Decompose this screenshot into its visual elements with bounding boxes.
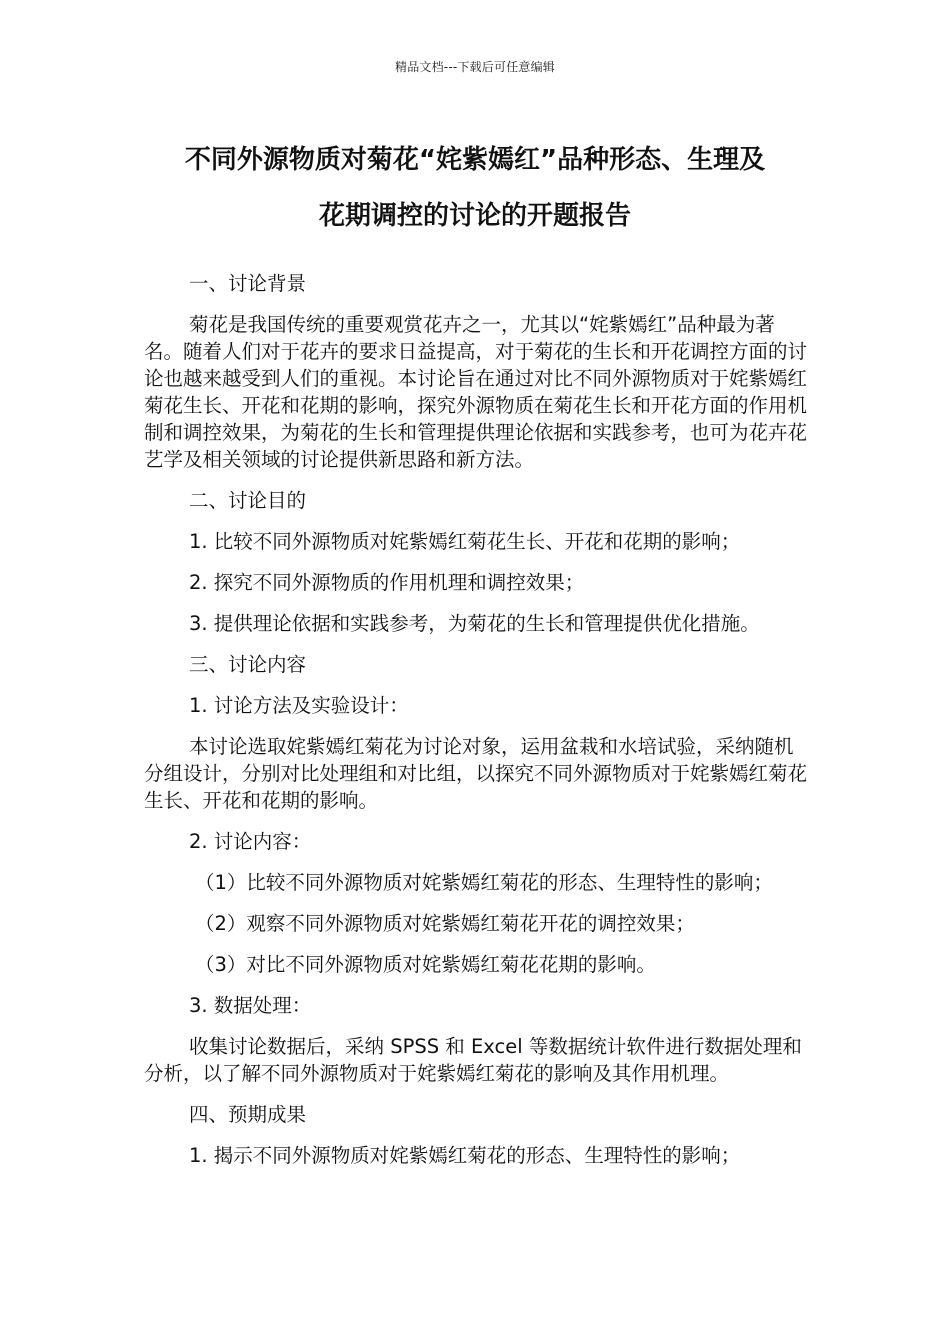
content-sub-heading-methods: 1. 讨论方法及实验设计： bbox=[189, 694, 409, 717]
section-heading-background: 一、讨论背景 bbox=[189, 272, 307, 295]
content-sub-heading-data: 3. 数据处理： bbox=[189, 994, 312, 1017]
purpose-item-3: 3. 提供理论依据和实践参考，为菊花的生长和管理提供优化措施。 bbox=[189, 612, 760, 635]
purpose-item-1: 1. 比较不同外源物质对姹紫嫣红菊花生长、开花和花期的影响； bbox=[189, 530, 741, 553]
section-heading-purpose: 二、讨论目的 bbox=[189, 489, 307, 512]
background-paragraph: 菊花是我国传统的重要观赏花卉之一，尤其以“姹紫嫣红”品种最为著名。随着人们对于花卉的要求日益提高，对于菊花的生长和开花调控方面的讨论也越来越受到人们的重视。本讨论旨在通过对比不同外源物质对于姹紫嫣红菊花生长、开花和花期的影响，探究外源物质在菊花生长和开花方面的作用机制和调控效果，为菊花的生长和管理提供理论依据和实践参考，也可为花卉花艺学及相关领域的讨论提供新思路和新方法。 bbox=[144, 313, 808, 471]
section-heading-content: 三、讨论内容 bbox=[189, 653, 307, 676]
section-heading-outcomes: 四、预期成果 bbox=[189, 1103, 307, 1126]
document-title bbox=[100, 132, 850, 244]
title-line-1: 不同外源物质对菊花“姹紫嫣红”品种形态、生理及 bbox=[184, 145, 766, 175]
outcome-item-1: 1. 揭示不同外源物质对姹紫嫣红菊花的形态、生理特性的影响； bbox=[189, 1144, 741, 1167]
data-paragraph: 收集讨论数据后，采纳 SPSS 和 Excel 等数据统计软件进行数据处理和分析，以了解不同外源物质对于姹紫嫣红菊花的影响及其作用机理。 bbox=[144, 1035, 802, 1085]
title-line-2: 花期调控的讨论的开题报告 bbox=[318, 201, 631, 231]
topic-item-3: （3）对比不同外源物质对姹紫嫣红菊花花期的影响。 bbox=[195, 953, 656, 976]
content-sub-heading-topics: 2. 讨论内容： bbox=[189, 830, 312, 853]
topic-item-2: （2）观察不同外源物质对姹紫嫣红菊花开花的调控效果； bbox=[195, 912, 695, 935]
document-body bbox=[144, 270, 809, 1183]
methods-paragraph: 本讨论选取姹紫嫣红菊花为讨论对象，运用盆栽和水培试验，采纳随机分组设计，分别对比处理组和对比组，以探究不同外源物质对于姹紫嫣红菊花生长、开花和花期的影响。 bbox=[144, 735, 808, 812]
header-note: 精品文档---下载后可任意编辑 bbox=[395, 60, 555, 74]
topic-item-1: （1）比较不同外源物质对姹紫嫣红菊花的形态、生理特性的影响； bbox=[195, 871, 773, 894]
purpose-item-2: 2. 探究不同外源物质的作用机理和调控效果； bbox=[189, 571, 585, 594]
